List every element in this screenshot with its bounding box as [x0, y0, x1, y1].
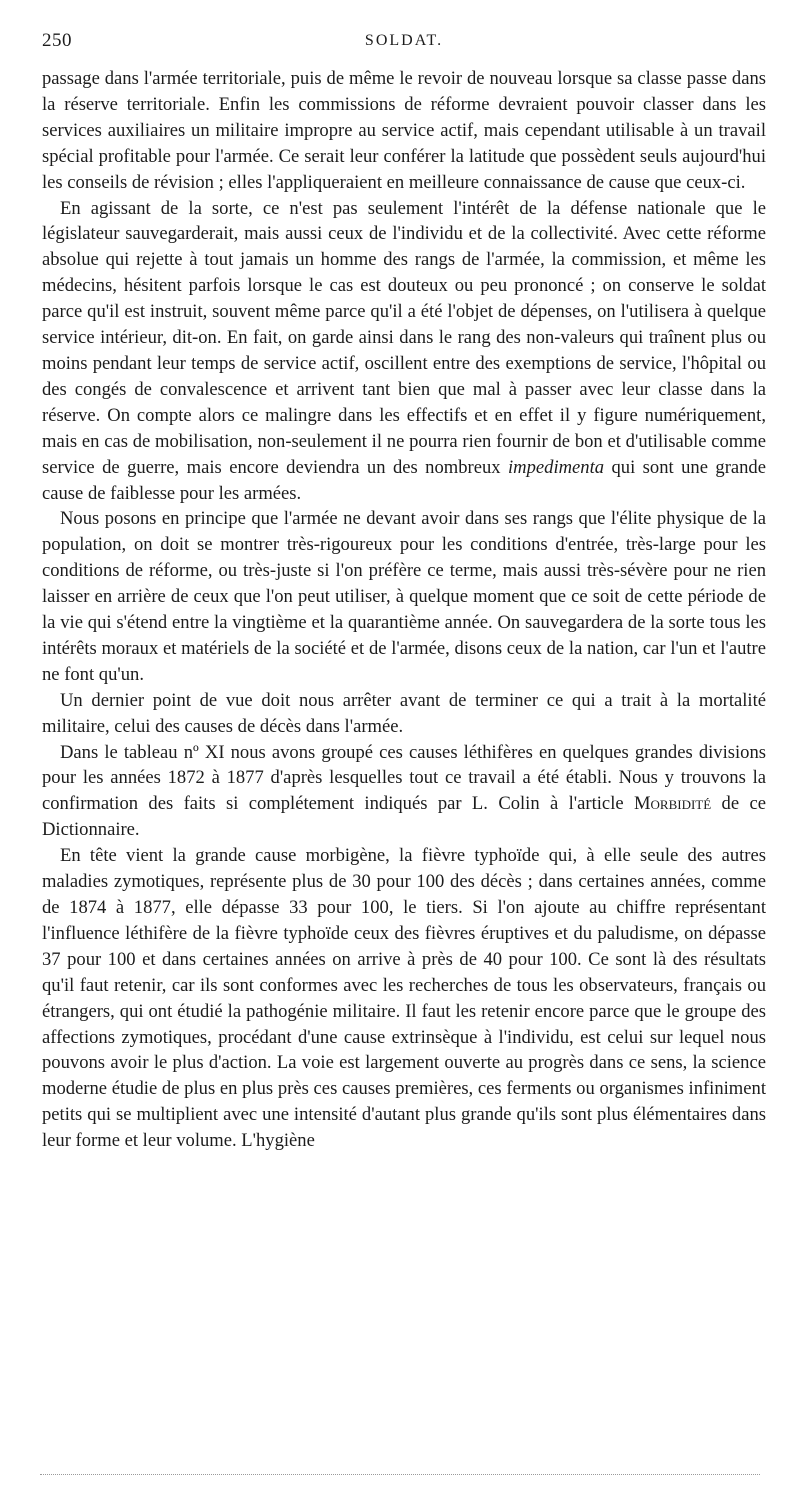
- paragraph-5: [42, 740, 766, 844]
- footer-dotted-rule: [40, 1474, 760, 1476]
- paragraph-2: [42, 196, 766, 507]
- body-text: [42, 66, 766, 1154]
- paragraph-2-italic-term: impedimenta: [508, 456, 605, 478]
- paragraph-5-article-reference: Morbidité: [633, 793, 712, 815]
- running-title: SOLDAT.: [364, 32, 444, 49]
- paragraph-1: [42, 66, 766, 196]
- paragraph-1-text: passage dans l'armée territoriale, puis de même le revoir de nouveau lorsque sa classe passe dans la réserve territoriale. Enfin les commissions de réforme devraient pouvoir classer dans les services auxiliaires un militaire impropre au service actif, mais cependant utilisable à un travail spécial profitable pour l'armée. Ce serait leur conférer la latitude que possèdent seuls aujourd'hui les conseils de révision ; elles l'appliqueraient en meilleure connaissance de cause que ceux-ci.: [42, 68, 766, 193]
- paragraph-2-text: En agissant de la sorte, ce n'est pas seulement l'intérêt de la défense nationale que le législateur sauvegarderait, mais aussi ceux de l'individu et de la collectivité. Avec cette réforme absolue qui rejette à tout jamais un homme des rangs de l'armée, la commission, et même les médecins, hésitent parfois lorsque le cas est douteux ou peu prononcé ; on conserve le soldat parce qu'il est instruit, souvent même parce qu'il a été l'objet de dépenses, on l'utilisera à quelque service intérieur, dit-on. En fait, on garde ainsi dans le rang des non-valeurs qui traînent plus ou moins pendant leur temps de service actif, oscillent entre des exemptions de service, l'hôpital ou des congés de convalescence et arrivent tant bien que mal à passer avec leur classe dans la réserve. On compte alors ce malingre dans les effectifs et en effet il y figure numériquement, mais en cas de mobilisation, non-seulement il ne pourra rien fournir de bon et d'utilisable comme service de guerre, mais encore deviendra un des nombreux: [42, 197, 766, 478]
- paragraph-5-text-end: de ce Dictionnaire.: [42, 793, 766, 841]
- document-page: [42, 30, 766, 1154]
- paragraph-4: [42, 688, 766, 740]
- paragraph-3-text: Nous posons en principe que l'armée ne devant avoir dans ses rangs que l'élite physique de la population, on doit se montrer très-rigoureux pour les conditions d'entrée, très-large pour les conditions de réforme, ou très-juste si l'on préfère ce terme, mais aussi très-sévère pour ne rien laisser en arrière de ceux que l'on peut utiliser, à quelque moment que ce soit de cette période de la vie qui s'étend entre la vingtième et la quarantième année. On sauvegardera de la sorte tous les intérêts moraux et matériels de la société et de l'armée, disons ceux de la nation, car l'un et l'autre ne font qu'un.: [42, 508, 766, 685]
- paragraph-4-text: Un dernier point de vue doit nous arrêter avant de terminer ce qui a trait à la mortalité militaire, celui des causes de décès dans l'armée.: [42, 689, 766, 737]
- page-number: 250: [42, 30, 72, 51]
- page-header: [42, 30, 766, 60]
- paragraph-6: [42, 843, 766, 1154]
- paragraph-3: [42, 506, 766, 687]
- paragraph-2-text-end: qui sont une grande cause de faiblesse pour les armées.: [42, 456, 766, 504]
- paragraph-5-text: Dans le tableau nº XI nous avons groupé ces causes léthifères en quelques grandes divisions pour les années 1872 à 1877 d'après lesquelles tout ce travail a été établi. Nous y trouvons la confirmation des faits si complétement indiqués par L. Colin à l'article: [42, 741, 766, 815]
- paragraph-6-text: En tête vient la grande cause morbigène, la fièvre typhoïde qui, à elle seule des autres maladies zymotiques, représente plus de 30 pour 100 des décès ; dans certaines années, comme de 1874 à 1877, elle dépasse 33 pour 100, le tiers. Si l'on ajoute au chiffre représentant l'influence léthifère de la fièvre typhoïde ceux des fièvres éruptives et du paludisme, on dépasse 37 pour 100 et dans certaines années on arrive à près de 40 pour 100. Ce sont là des résultats qu'il faut retenir, car ils sont conformes avec les recherches de tous les observateurs, français ou étrangers, qui ont étudié la pathogénie militaire. Il faut les retenir encore parce que le groupe des affections zymotiques, procédant d'une cause extrinsèque à l'individu, est celui sur lequel nous pouvons avoir le plus d'action. La voie est largement ouverte au progrès dans ce sens, la science moderne étudie de plus en plus près ces causes premières, ces ferments ou organismes infiniment petits qui se multiplient avec une intensité d'autant plus grande qu'ils sont plus élémentaires dans leur forme et leur volume. L'hygiène: [42, 845, 766, 1152]
